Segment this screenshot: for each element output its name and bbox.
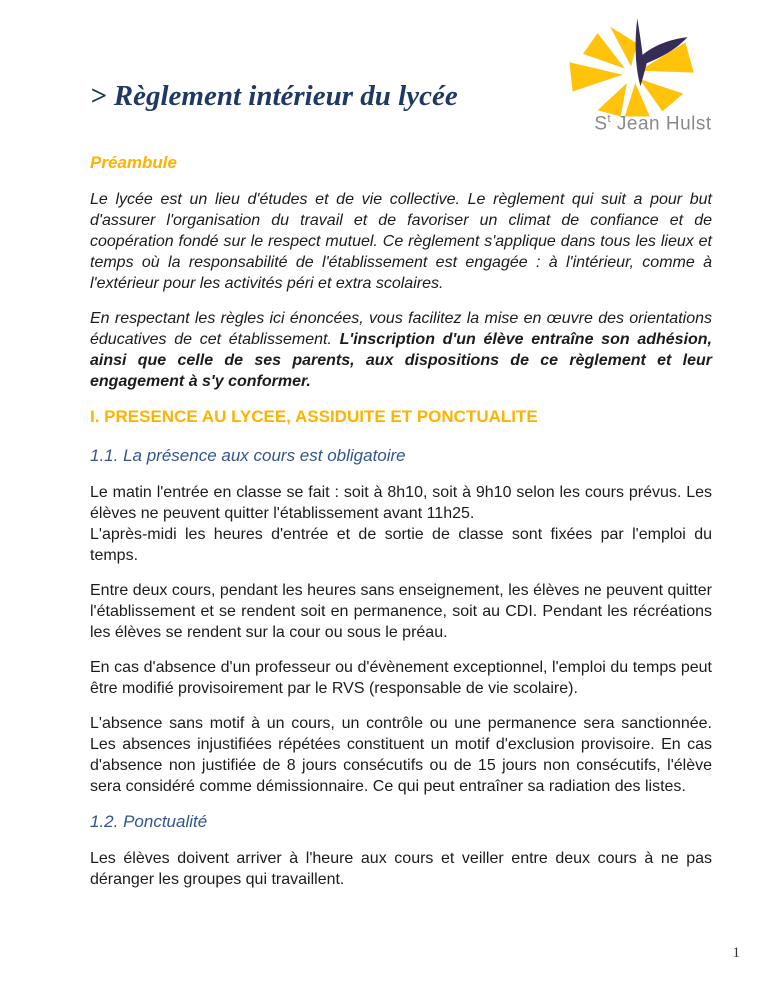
preambule-paragraph-1: Le lycée est un lieu d'études et de vie collective. Le règlement qui suit a pour but d'assurer l'organisation du travail et de favoriser un climat de confiance et de coopération fondé sur le respect mutuel. Ce règlement s'applique dans tous les lieux et temps où la responsabilité de l'établissement est engagée : à l'intérieur, comme à l'extérieur pour les activités péri et extra scolaires. bbox=[90, 191, 712, 292]
paragraph-horaires-line-2: L'après-midi les heures d'entrée et de sortie de classe sont fixées par l'emploi du temps. bbox=[90, 526, 712, 564]
school-logo bbox=[564, 10, 742, 135]
petal-left bbox=[569, 62, 622, 91]
logo-text bbox=[564, 113, 742, 135]
preambule-paragraph-2-bold: L'inscription d'un élève entraîne son adhésion, ainsi que celle de ses parents, aux dispositions de ce règlement et leur engagement à s'y conformer. bbox=[90, 331, 713, 390]
subsection-1-1-heading: 1.1. La présence aux cours est obligatoire bbox=[90, 446, 406, 465]
preambule-heading: Préambule bbox=[90, 153, 177, 172]
document-body bbox=[90, 152, 712, 904]
paragraph-absence-sans-motif: L'absence sans motif à un cours, un contrôle ou une permanence sera sanctionnée. Les absences injustifiées répétées constituent un motif d'exclusion provisoire. En cas d'absence non justifiée de 8 jours consécutifs ou de 15 jours non consécutifs, l'élève sera considéré comme démissionnaire. Ce qui peut entraîner sa radiation des listes. bbox=[90, 715, 712, 795]
preambule-paragraph-2 bbox=[90, 308, 712, 392]
preambule-paragraph-2-normal: En respectant les règles ici énoncées, vous facilitez la mise en œuvre des orientations éducatives de cet établissement. bbox=[90, 310, 712, 348]
petal-down-left bbox=[598, 83, 627, 116]
petal-right-down bbox=[639, 79, 683, 111]
subsection-1-2-heading: 1.2. Ponctualité bbox=[90, 812, 208, 831]
logo-sunburst-icon bbox=[564, 10, 742, 127]
section-1-heading: I. PRESENCE AU LYCEE, ASSIDUITE ET PONCTUALITE bbox=[90, 407, 538, 426]
logo-text-s: S bbox=[594, 113, 608, 135]
page-number: 1 bbox=[732, 945, 740, 961]
logo-text-rest: Jean Hulst bbox=[611, 113, 712, 135]
logo-text-sup: t bbox=[607, 113, 612, 125]
paragraph-entre-deux-cours: Entre deux cours, pendant les heures sans enseignement, les élèves ne peuvent quitter l'établissement et se rendent soit en permanence, soit au CDI. Pendant les récréations les élèves se rendent sur la cour ou sous le préau. bbox=[90, 582, 712, 641]
page-title: > Règlement intérieur du lycée bbox=[90, 80, 458, 112]
paragraph-horaires-line-1: Le matin l'entrée en classe se fait : soit à 8h10, soit à 9h10 selon les cours prévus. Les élèves ne peuvent quitter l'établissement avant 11h25. bbox=[90, 484, 712, 522]
paragraph-absence-professeur: En cas d'absence d'un professeur ou d'évènement exceptionnel, l'emploi du temps peut être modifié provisoirement par le RVS (responsable de vie scolaire). bbox=[90, 659, 712, 697]
paragraph-ponctualite: Les élèves doivent arriver à l'heure aux cours et veiller entre deux cours à ne pas déranger les groupes qui travaillent. bbox=[90, 850, 712, 888]
paragraph-horaires bbox=[90, 482, 712, 566]
